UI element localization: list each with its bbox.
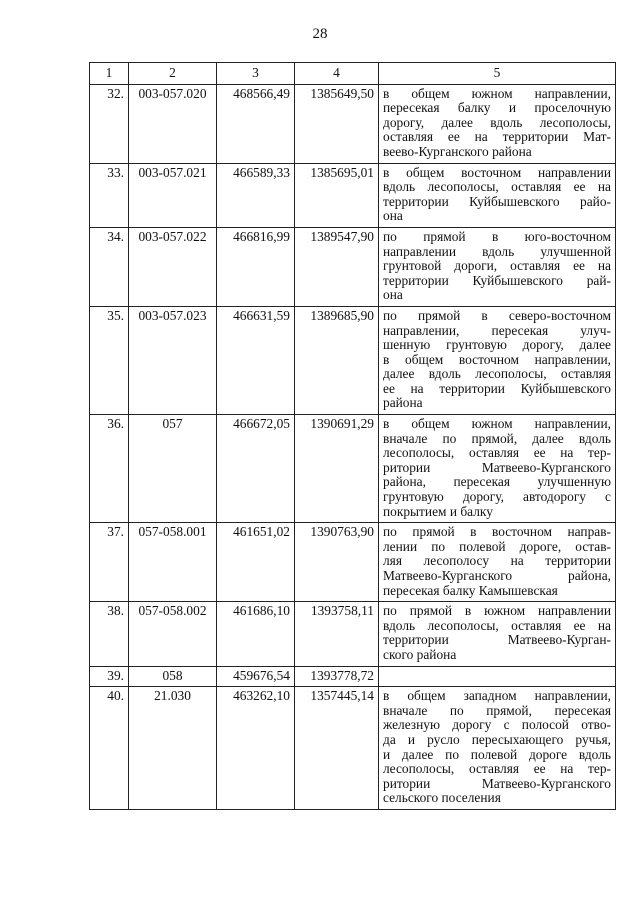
table-row: [90, 163, 616, 227]
description-line: дорогу, далее вдоль лесополосы,: [383, 114, 611, 130]
y-coordinate-cell: 1390691,29: [295, 415, 379, 523]
boundary-points-table: [89, 62, 616, 810]
description-line: территории Куйбышевского рай-: [383, 272, 611, 288]
description-line: ляя лесополосу на территории: [383, 553, 611, 569]
x-coordinate-cell: 466631,59: [217, 306, 295, 414]
description-line: территории Куйбышевского райо-: [383, 193, 611, 209]
x-coordinate-cell: 466589,33: [217, 163, 295, 227]
description-line: грунтовой дороги, оставляя ее на: [383, 258, 611, 274]
description-line: района: [383, 395, 423, 411]
description-line: да и русло пересыхающего ручья,: [383, 731, 611, 747]
y-coordinate-cell: 1393778,72: [295, 666, 379, 687]
point-number-cell: 34.: [90, 227, 129, 306]
point-number-cell: 37.: [90, 523, 129, 602]
table-row: [90, 602, 616, 666]
description-line: Матвеево-Курганского района,: [383, 568, 611, 583]
table-row: [90, 666, 616, 687]
description-line: пересекая балку и проселочную: [383, 100, 611, 116]
route-description-cell: [379, 523, 616, 602]
x-coordinate-cell: 461651,02: [217, 523, 295, 602]
y-coordinate-cell: 1390763,90: [295, 523, 379, 602]
table-row: [90, 84, 616, 163]
y-coordinate-cell: 1385695,01: [295, 163, 379, 227]
table-row: [90, 523, 616, 602]
description-line: пересекая балку Камышевская: [383, 582, 558, 598]
description-line: лесополосы, оставляя ее на тер-: [383, 445, 611, 461]
point-code-cell: 003-057.023: [129, 306, 217, 414]
x-coordinate-cell: 463262,10: [217, 687, 295, 810]
description-line: направлении вдоль улучшенной: [383, 243, 611, 259]
route-description-cell: [379, 602, 616, 666]
table-row: [90, 227, 616, 306]
page-number: 28: [312, 26, 328, 42]
route-description-cell: [379, 666, 616, 687]
route-description-cell: [379, 163, 616, 227]
point-number-cell: 35.: [90, 306, 129, 414]
description-line: по прямой в южном направлении: [383, 603, 611, 619]
description-line: она: [383, 208, 403, 224]
description-line: ского района: [383, 646, 457, 662]
table-header-row: [90, 63, 616, 85]
x-coordinate-cell: 459676,54: [217, 666, 295, 687]
point-code-cell: 057: [129, 415, 217, 523]
description-line: вдоль лесополосы, оставляя ее на: [383, 617, 611, 633]
route-description-cell: [379, 415, 616, 523]
point-code-cell: 057-058.001: [129, 523, 217, 602]
column-header-4: 4: [295, 63, 379, 85]
x-coordinate-cell: 468566,49: [217, 84, 295, 163]
description-line: лении по полевой дороге, остав-: [383, 538, 611, 554]
point-number-cell: 39.: [90, 666, 129, 687]
description-line: в общем восточном направлении,: [383, 351, 611, 367]
y-coordinate-cell: 1385649,50: [295, 84, 379, 163]
description-line: вначале по прямой, далее вдоль: [383, 430, 611, 446]
point-code-cell: 057-058.002: [129, 602, 217, 666]
point-code-cell: 003-057.021: [129, 163, 217, 227]
description-line: направлении, пересекая улуч-: [383, 322, 611, 338]
description-line: в общем южном направлении,: [383, 416, 611, 432]
point-number-cell: 32.: [90, 84, 129, 163]
description-line: грунтовую дорогу, автодорогу с: [383, 489, 611, 505]
y-coordinate-cell: 1389685,90: [295, 306, 379, 414]
description-line: района, пересекая улучшенную: [383, 474, 611, 490]
column-header-3: 3: [217, 63, 295, 85]
description-line: по прямой в северо-восточном: [383, 307, 611, 323]
point-number-cell: 36.: [90, 415, 129, 523]
x-coordinate-cell: 466816,99: [217, 227, 295, 306]
table-row: [90, 687, 616, 810]
point-code-cell: 003-057.020: [129, 84, 217, 163]
x-coordinate-cell: 461686,10: [217, 602, 295, 666]
column-header-1: 1: [90, 63, 129, 85]
description-line: железную дорогу с полосой отво-: [383, 717, 611, 733]
y-coordinate-cell: 1357445,14: [295, 687, 379, 810]
description-line: сельского поселения: [383, 790, 501, 806]
point-number-cell: 40.: [90, 687, 129, 810]
description-line: она: [383, 287, 403, 303]
route-description-cell: [379, 306, 616, 414]
column-header-2: 2: [129, 63, 217, 85]
description-line: шенную грунтовую дорогу, далее: [383, 337, 611, 353]
route-description-cell: [379, 687, 616, 810]
description-line: в общем восточном направлении: [383, 164, 611, 180]
description-line: лесополосы, оставляя ее на тер-: [383, 761, 611, 777]
point-code-cell: 21.030: [129, 687, 217, 810]
x-coordinate-cell: 466672,05: [217, 415, 295, 523]
description-line: в общем западном направлении,: [383, 688, 611, 704]
route-description-cell: [379, 84, 616, 163]
description-line: и далее по полевой дороге вдоль: [383, 746, 611, 762]
description-line: по прямой в юго-восточном: [383, 228, 611, 244]
point-code-cell: 003-057.022: [129, 227, 217, 306]
description-line: вдоль лесополосы, оставляя ее на: [383, 179, 611, 195]
description-line: оставляя ее на территории Мат-: [383, 129, 611, 145]
route-description-cell: [379, 227, 616, 306]
table-row: [90, 306, 616, 414]
point-number-cell: 33.: [90, 163, 129, 227]
description-line: ритории Матвеево-Курганского: [383, 459, 611, 475]
point-number-cell: 38.: [90, 602, 129, 666]
description-line: вначале по прямой, пересекая: [383, 702, 611, 718]
description-line: далее вдоль лесополосы, оставляя: [383, 366, 611, 382]
point-code-cell: 058: [129, 666, 217, 687]
description-line: в общем южном направлении,: [383, 85, 611, 101]
description-line: ее на территории Куйбышевского: [383, 380, 611, 396]
description-line: по прямой в восточном направ-: [383, 524, 611, 540]
description-line: территории Матвеево-Курган-: [383, 632, 611, 648]
table-body: [90, 84, 616, 809]
y-coordinate-cell: 1389547,90: [295, 227, 379, 306]
y-coordinate-cell: 1393758,11: [295, 602, 379, 666]
description-line: ритории Матвеево-Курганского: [383, 775, 611, 791]
description-line: покрытием и балку: [383, 503, 493, 519]
column-header-5: 5: [379, 63, 616, 85]
description-line: веево-Курганского района: [383, 143, 532, 159]
table-row: [90, 415, 616, 523]
